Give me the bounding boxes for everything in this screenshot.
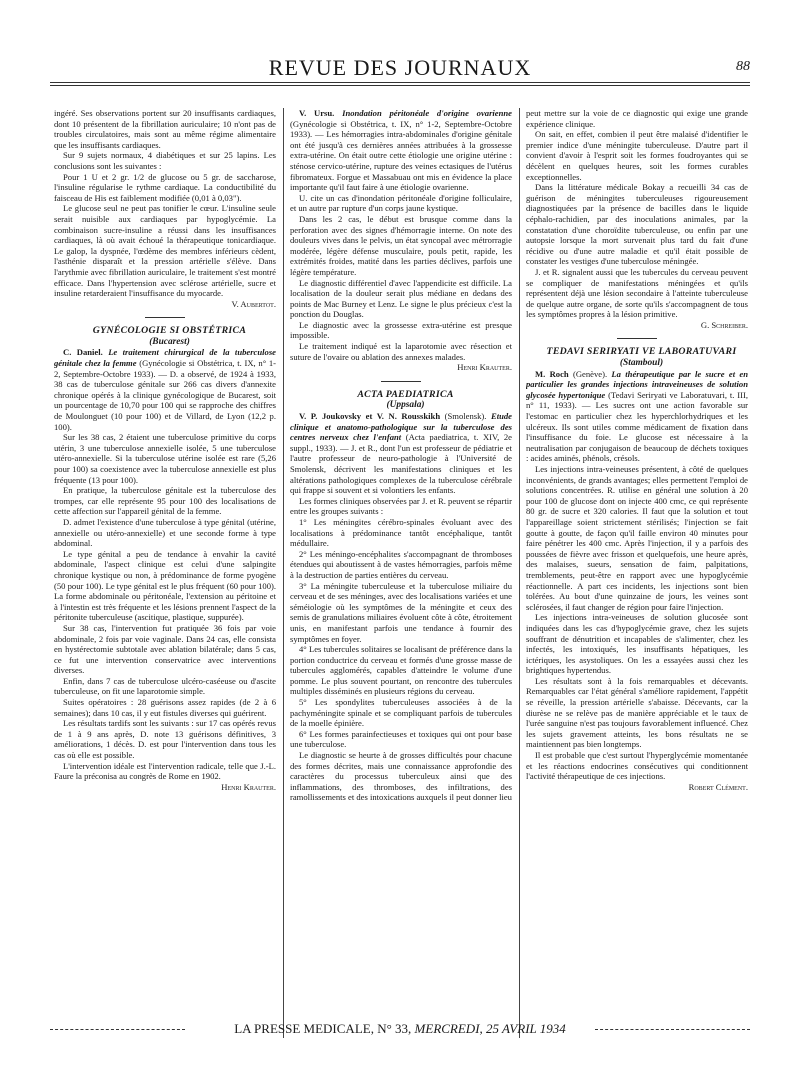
author-signature: V. Aubertot.	[231, 298, 276, 309]
paragraph: Suites opératoires : 28 guérisons assez rapides (de 2 à 6 semaines); dans 10 cas, il y eut fistules diverses qui guérirent.	[54, 697, 276, 718]
article-author: M. Roch	[535, 368, 569, 379]
paragraph: En pratique, la tuberculose génitale est la tuberculose des trompes, car elle représente 95 pour 100 des localisations de cette affection sur l'appareil génital de la femme.	[54, 485, 276, 517]
footer-journal: LA PRESSE MEDICALE, N° 33,	[234, 1021, 412, 1036]
divider	[145, 317, 185, 318]
header-rule-bottom	[50, 85, 750, 86]
article-affiliation: (Genève).	[572, 368, 608, 379]
paragraph: Dans les 2 cas, le début est brusque comme dans la perforation avec des signes d'hémorragie interne. On note des douleurs vives dans le pelvis, un état syncopal avec métrorragie modérée, légère défense musculaire, pouls petit, rapide, les extrémités froides, matité dans les parties déclives, parfois une légère température.	[290, 213, 512, 277]
author-signature: Robert Clément.	[688, 781, 748, 792]
section-city: (Stamboul)	[619, 358, 664, 369]
paragraph: 5° Les spondylites tuberculeuses associées à de la pachyméningite spinale et se compliquant parfois de tubercules de la moelle épinière.	[290, 697, 512, 729]
page-footer	[50, 1019, 750, 1041]
article-title: La thérapeutique par le sucre et en particulier les grandes injections intraveineuses de solution glycosée hypertonique	[526, 368, 748, 400]
section-heading: GYNÉCOLOGIE SI OBSTÉTRICA	[92, 325, 247, 337]
paragraph: Les injections intra-veineuses présentent, à côté de quelques inconvénients, de grands avantages; elles permettent l'emploi de solutions concentrées. R. utilise en général une solution à 20 pour 100 de glucose dont on injecte 400 cmc, ce qui représente 80 gr. de sucre et 320 calories. Il faut que la solution et tout l'appareillage soient strictement stérilisés; l'injection se fait goutte à goutte, de façon qu'il faille environ 40 minutes pour faire pénétrer les 400 cmc. Après l'injection, il y a parfois des poussées de fièvre avec frisson et quelquefois, une heure après, des malaises, sueurs, sensation de faim, palpitations, tremblements, peut-être en rapport avec une hypoglycémie réactionnelle. A part ces incidents, les injections sont bien tolérées. Au bout d'une quinzaine de jours, les veines sont sclérosées, il faut changer de région pour faire l'injection.	[526, 464, 748, 612]
paragraph: Le diagnostic différentiel d'avec l'appendicite est difficile. La localisation de la douleur serait plus médiane en dedans des points de Mac Burney et Lenz. Le signe le plus précieux c'est la ponction du Douglas.	[290, 277, 512, 320]
article-abstract	[290, 108, 512, 193]
article-abstract	[526, 369, 748, 464]
paragraph: Les résultats tardifs sont les suivants : sur 17 cas opérés revus de 1 à 9 ans après, D. note 13 guérisons définitives, 3 améliorations, 1 décès. D. est pour l'intervention dans tous les cas où elle est possible.	[54, 718, 276, 761]
column-separator-2	[519, 108, 520, 1038]
paragraph: Sur 38 cas, l'intervention fut pratiquée 36 fois par voie abdominale, 2 fois par voie vaginale. Dans 24 cas, elle consista en hystérectomie subtotale avec ablation bilatérale; dans 5 cas, ce fut une intervention conservatrice avec interventions diverses.	[54, 622, 276, 676]
author-signature: G. Schreiber.	[700, 319, 748, 330]
article-reference: (Acta paediatrica, t. XIV, 2e suppl., 1933). — J. et R., dont l'un est professeur de pédiatrie et l'autre professeur de neuro-pathologie à l'Université de Smolensk, décrivent les manifestations cliniques et les altérations pathologiques complexes de la tuberculose cérébrale qui frappe si souvent et si volontiers les enfants.	[290, 432, 512, 496]
header-rule-top	[50, 82, 750, 83]
paragraph: peut mettre sur la voie de ce diagnostic qui exige une grande expérience clinique.	[526, 108, 748, 129]
paragraph: Les formes cliniques observées par J. et R. peuvent se répartir entre les groupes suivants :	[290, 495, 512, 517]
paragraph: Les injections intra-veineuses de solution glucosée sont indiquées dans les cas d'hypoglycémie grave, chez les sujets souffrant de dénutrition et incapables de s'alimenter, chez les infectés, les intoxiqués, les insuffisants hépatiques, les ictériques, les asystoliques. On les a essayées aussi chez les brightiques hypertendus.	[526, 612, 748, 676]
paragraph: 2° Les méningo-encéphalites s'accompagnant de thromboses étendues qui aboutissent à de vastes hémorragies, parfois même à la destruction de parties entières du cerveau.	[290, 548, 512, 580]
article-author: C. Daniel.	[63, 347, 103, 358]
paragraph: Sur les 38 cas, 2 étaient une tuberculose primitive du corps utérin, 3 une tuberculose annexielle isolée, 5 une tuberculose utéro-annexielle. Si la tuberculose utérine isolée est rare (5,26 pour 100) sa coexistence avec la tuberculose annexielle est plus fréquente (13 pour 100).	[54, 432, 276, 485]
column-separator-1	[283, 108, 284, 1038]
divider	[617, 338, 657, 339]
author-signature: Henri Krauter.	[221, 781, 276, 792]
article-title: Etude clinique et anatomo-pathologique sur la tuberculose des centres nerveux chez l'enfant	[290, 411, 512, 443]
page-number: 88	[736, 59, 750, 74]
paragraph: Sur 9 sujets normaux, 4 diabétiques et sur 25 lapins. Les conclusions sont les suivantes :	[54, 150, 276, 171]
article-reference: (Tedavi Seriryati ve Laboratuvari, t. III, n° 11, 1933). — Les sucres ont une action favorable sur l'estomac en particulier chez les hyperchlorhydriques et les ulcéreux. Ils sont utiles comme médicament de fixation dans l'insuffisance du foie. Le glucose est nécessaire à la neutralisation par conjugaison de beaucoup de déchets toxiques : acides aminés, phénols, crésols.	[526, 389, 748, 464]
divider	[381, 381, 421, 382]
paragraph: 3° La méningite tuberculeuse et la tuberculose miliaire du cerveau et de ses méninges, avec des localisations variées et une séméiologie où les symptômes de la méningite et ceux des semis de granulations miliaires évoluent côte à côte, étroitement unis, en manifestant parfois une tendance à fournir des symptômes en foyer.	[290, 580, 512, 644]
footer-date: MERCREDI, 25 AVRIL 1934	[414, 1021, 566, 1036]
section-heading: ACTA PAEDIATRICA	[357, 388, 454, 400]
paragraph: L'intervention idéale est l'intervention radicale, telle que J.-L. Faure la préconisa au congrès de Rome en 1902.	[54, 760, 276, 782]
article-author: V. Ursu.	[299, 108, 335, 118]
article-author: V. P. Joukovsky et V. N. Rousskikh	[299, 411, 441, 422]
column-2	[290, 108, 512, 1043]
article-title: Le traitement chirurgical de la tuberculose génitale chez la femme	[54, 347, 276, 369]
section-city: (Uppsala)	[386, 400, 425, 411]
footer-dash-right	[595, 1029, 750, 1030]
paragraph: J. et R. signalent aussi que les tubercules du cerveau peuvent se compliquer de manifestations méningées et qu'ils représentent déjà une lésion secondaire à l'atteinte tuberculeuse de quelque autre organe, de sorte qu'ils s'accompagnent de tous les symptômes propres à la lésion primitive.	[526, 266, 748, 320]
paragraph: Il est probable que c'est surtout l'hyperglycémie momentanée et les réactions endocrines consécutives qui conditionnent l'activité thérapeutique de ces injections.	[526, 750, 748, 782]
article-reference: (Gynécologie si Obstétrica, t. IX, n° 1-2, Septembre-Octobre 1933). — D. a observé, de 1924 à 1933, 38 cas de tuberculose génitale sur 266 cas divers d'annexite chronique opérés à la clinique gynécologique de Bucarest, soit un pourcentage de 10,70 pour 100 qui se rapproche des chiffres de Moulonguet (10 pour 100) et de Villard, de Lyon (12,2 p. 100).	[54, 358, 276, 432]
paragraph: Dans la littérature médicale Bokay a recueilli 34 cas de guérison de méningites tuberculeuses rigoureusement diagnostiquées par la présence de bacilles dans le liquide céphalo-rachidien, par des inoculations animales, par la constatation d'une choroïdite tuberculeuse, ou enfin par une autopsie lorsque la mort survenait plus tard du fait d'une récidive ou d'une autre maladie et qu'il était possible de constater les vestiges d'une tuberculose méningée.	[526, 182, 748, 267]
article-abstract	[290, 411, 512, 496]
column-3	[526, 108, 748, 1018]
author-signature: Henri Krauter.	[457, 362, 512, 373]
section-heading: TEDAVI SERIRYATI VE LABORATUVARI	[546, 346, 737, 358]
paragraph: Le diagnostic se heurte à de grosses difficultés pour chacune des formes décrites, mais une connaissance approfondie des caractères du processus tuberculeux ainsi que des inflammations, des thromboses, des infiltrations, des ramollissements et des intoxications auxquels il peut donner lieu	[290, 750, 512, 803]
paragraph: ingéré. Ses observations portent sur 20 insuffisants cardiaques, dont 10 présentent de la fibrillation auriculaire; 10 n'ont pas de troubles circulatoires, mais sont au même régime alimentaire que les insuffisants cardiaques.	[54, 108, 276, 150]
paragraph: Le traitement indiqué est la laparotomie avec résection et suture de l'ovaire ou ablation des annexes malades.	[290, 341, 512, 362]
paragraph: Les résultats sont à la fois remarquables et décevants. Remarquables car l'état général s'améliore rapidement, l'appétit se réveille, la pression artérielle s'abaisse. Décevants, car la diurèse ne se relève pas de manière appréciable et le taux de l'urée sanguine n'est pas toujours favorablement influencé. Chez les sujets gravement atteints, les bons résultats ne se maintiennent pas bien longtemps.	[526, 675, 748, 750]
paragraph: On sait, en effet, combien il peut être malaisé d'identifier le premier indice d'une méningite tuberculeuse. D'autre part il convient d'avoir à l'esprit soit les formes foudroyantes qui se décèlent en quelques heures, soit les formes curables exceptionnelles.	[526, 129, 748, 182]
article-affiliation: (Smolensk).	[444, 411, 487, 422]
paragraph: U. cite un cas d'inondation péritonéale d'origine folliculaire, et un autre par rupture d'un corps jaune kystique.	[290, 192, 512, 214]
paragraph: 4° Les tubercules solitaires se localisant de préférence dans la portion conductrice du cerveau et formés d'une grosse masse de tubercules agglomérés, capables d'atteindre le volume d'une pomme. Le plus souvent pourtant, on rencontre des tubercules multiples disséminés en plusieurs régions du cerveau.	[290, 644, 512, 697]
paragraph: Pour 1 U et 2 gr. 1/2 de glucose ou 5 gr. de saccharose, l'insuline régularise le rythme cardiaque. La conductibilité du faisceau de His est faiblement modifiée (0,01 à 0,03").	[54, 171, 276, 203]
paragraph: Le type génital a peu de tendance à envahir la cavité abdominale, l'aspect clinique est celui d'une salpingite chronique kystique ou non, à prédominance de forme pyogène (50 pour 100). Le type génital est le plus fréquent (60 pour 100). La forme abdominale ou péritonéale, l'extension au péritoine et à l'intestin est très fréquente et les lésions prennent l'aspect de la péritonite tuberculeuse (ascitique, plastique, suppurée).	[54, 548, 276, 623]
paragraph: D. admet l'existence d'une tuberculose à type génital (utérine, annexielle ou utéro-annexielle) et une seconde forme à type abdominal.	[54, 516, 276, 549]
section-city: (Bucarest)	[149, 336, 190, 347]
journal-section-title: REVUE DES JOURNAUX	[268, 55, 532, 80]
column-1	[54, 108, 276, 1028]
page-header	[50, 55, 750, 79]
paragraph: 1° Les méningites cérébro-spinales évoluant avec des localisations à prédominance tantôt encéphalique, tantôt médullaire.	[290, 516, 512, 549]
article-abstract	[54, 347, 276, 432]
paragraph: Enfin, dans 7 cas de tuberculose ulcéro-caséeuse ou d'ascite tuberculeuse, on fit une laparotomie simple.	[54, 675, 276, 697]
paragraph: Le glucose seul ne peut pas tonifier le cœur. L'insuline seule serait nuisible aux cardiaques par hypoglycémie. La combinaison sucre-insuline a réussi dans les insuffisances cardiaques, là où avait échoué la thérapeutique tonicardiaque. Le galop, la dyspnée, l'œdème des membres inférieurs cèdent, l'asthénie disparaît et la pression artérielle s'élève. Dans l'arythmie avec fibrillation auriculaire, le traitement s'est montré efficace. Dans l'hypertension avec sclérose artérielle, sucre et insuline retarderaient l'insuffisance du myocarde.	[54, 203, 276, 299]
paragraph: Le diagnostic avec la grossesse extra-utérine est presque impossible.	[290, 319, 512, 341]
article-title: Inondation péritonéale d'origine ovarienne	[342, 108, 512, 118]
paragraph: 6° Les formes parainfectieuses et toxiques qui ont pour base une tuberculose.	[290, 728, 512, 750]
article-reference: (Gynécologie si Obstétrica, t. IX, n° 1-2, Septembre-Octobre 1933). — Les hémorragies intra-abdominales d'origine génitale ont été jusqu'à ces dernières années attribuées à la grossesse extra-utérine. On était outre cette étiologie une origine utérine : sténose cervico-utérine, rupture des veines ectasiques de l'utérus fibromateux. Forgue et Massabuau ont mis en évidence la place importante qu'il faut faire à une étiologie ovarienne.	[290, 118, 512, 193]
